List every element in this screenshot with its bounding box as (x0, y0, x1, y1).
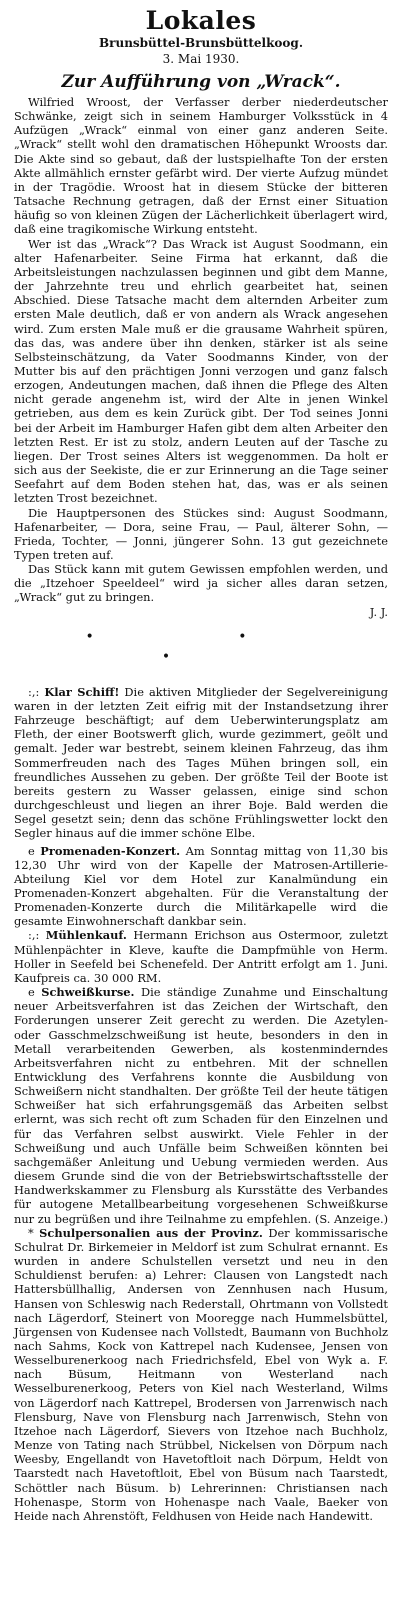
notice-keyword: Klar Schiff! (44, 684, 120, 699)
notice-keyword: Promenaden-Konzert. (40, 843, 181, 858)
notice-text: Am Sonntag mittag von 11,30 bis 12,30 Uhr wird von der Kapelle der Matrosen-Artillerie-Abteilung Kiel vor dem Hotel zur Kanalmündung ein Promenaden-Konzert abgehalten. Für die Veranstaltung der Promenaden-Konzerte durch die Militärkapelle wird die gesamte Einwohnerschaft dankbar sein. (14, 843, 388, 929)
notice-keyword: Schweißkurse. (41, 985, 135, 1000)
notice-text: Die ständige Zunahme und Einschaltung neuer Arbeitsverfahren ist das Zeichen der Wirtschaft, den Forderungen unserer Zeit gerecht zu werden. Die Azetylen- oder Gasschmelzschweißung ist heute, besonders in den in Metall verarbeitenden Gewerben, als kostenminderndes Arbeitsverfahren nicht zu entbehren. Mit der schnellen Entwicklung des Verfahrens konnte die Ausbildung von Schweißern nicht standhalten. Der größte Teil der heute tätigen Schweißer hat sich erfahrungsgemäß das Arbeiten selbst erlernt, was sich recht oft zum Schaden für den Einzelnen und für das Verfahren selbst auswirkt. Viele Fehler in der Schweißung und auch Unfälle beim Schweißen könnten bei sachgemäßer Anleitung und Uebung vermieden werden. Aus diesem Grunde sind die von der Betriebswirtschaftsstelle der Handwerkskammer zu Flensburg als Kursstätte des Verbandes für autogene Metallbearbeitung vorgesehenen Schweißkurse nur zu begrüßen und ihre Teilnahme zu empfehlen. (S. Anzeige.) (14, 985, 389, 1226)
local-subtitle: Brunsbüttel-Brunsbüttelkoog. (99, 36, 303, 50)
notice-promenaden-konzert (14, 844, 388, 929)
notice-marker: e (28, 843, 35, 858)
article-closing-text: Das Stück kann mit gutem Gewissen empfohlen werden, und die „Itzehoer Speeldeel“ wird ja sicher alles daran setzen, „Wrack“ gut zu bringen. (14, 562, 388, 605)
article-paragraph: Wilfried Wroost, der Verfasser derber niederdeutscher Schwänke, zeigt sich in seinem Hamburger Volksstück in 4 Aufzügen „Wrack“ einmal von einer ganz anderen Seite. „Wrack“ stellt wohl den dramatischen Höhepunkt Wroosts dar. Die Akte sind so gebaut, daß der lustspielhafte Ton der ersten Akte allmählich ernster gefärbt wird. Der vierte Aufzug mündet in der Tragödie. Wroost hat in diesem Stücke der bitteren Tatsache Rechnung getragen, daß der Ernst einer Situation häufig so von kleinen Zügen der Lächerlichkeit überlagert wird, daß eine tragikomische Wirkung entsteht. (14, 95, 388, 237)
notice-text: Die aktiven Mitglieder der Segelvereinigung waren in der letzten Zeit eifrig mit der Instandsetzung ihrer Fahrzeuge beschäftigt; auf dem Ueberwinterungsplatz am Fleth, der einer Bootswerft glich, wurde gezimmert, geölt und gemalt. Jeder war bestrebt, seinem kleinen Fahrzeug, das ihm Sommerfreuden nach des Tages Mühen bringen soll, ein freundliches Aussehen zu geben. Der größte Teil der Boote ist bereits gestern zu Wasser gelassen, einige sind schon durchgeschleust und liegen an ihrer Boje. Bald werden die Segel gesetzt sein; denn das schöne Frühlingswetter lockt den Segler hinaus auf die immer schöne Elbe. (14, 684, 389, 841)
article-signature: J. J. (369, 604, 388, 619)
article-paragraph: Wer ist das „Wrack“? Das Wrack ist August Soodmann, ein alter Hafenarbeiter. Seine Firma hat erkannt, daß die Arbeitsleistungen nachzulassen beginnen und gibt dem Manne, der Jahrzehnte treu und ehrlich gearbeitet hat, seinen Abschied. Diese Tatsache macht dem alternden Arbeiter zum ersten Male deutlich, daß er von andern als Wrack angesehen wird. Zum ersten Male muß er die grausame Wahrheit spüren, das das, was andere über ihn denken, stärker ist als seine Selbsteinschätzung, da Vater Soodmanns Kinder, von der Mutter bis auf den prächtigen Jonni verzogen und ganz falsch erzogen, Andeutungen machen, daß ihnen die Pflege des Alten nicht gerade angenehm ist, wird der Alte in jenen Winkel getrieben, aus dem es kein Zurück gibt. Der Tod seines Jonni bei der Arbeit im Hamburger Hafen gibt dem alten Arbeiter den letzten Rest. Er ist zu stolz, andern Leuten auf der Tasche zu liegen. Der Trost seines Alters ist weggenommen. Da holt er sich aus der Seekiste, die er zur Erinnerung an die Tage seiner Seefahrt auf dem Boden stehen hat, das, was er als seinen letzten Trost bezeichnet. (14, 236, 388, 506)
article-paragraph: Die Hauptpersonen des Stückes sind: August Soodmann, Hafenarbeiter, — Dora, seine Frau, — Paul, älterer Sohn, — Frieda, Tochter, — Jonni, jüngerer Sohn. 13 gut gezeichnete Typen treten auf. (14, 505, 388, 562)
notice-keyword: Schulpersonalien aus der Provinz. (39, 1225, 263, 1240)
masthead (14, 6, 388, 67)
notice-marker: :,: (28, 684, 40, 699)
notice-marker: e (28, 985, 35, 1000)
article-headline: Zur Aufführung von „Wrack“. (61, 72, 341, 92)
notice-marker: :,: (28, 928, 40, 943)
notice-text: Hermann Erichson aus Ostermoor, zuletzt Mühlenpächter in Kleve, kaufte die Dampfmühle von Herm. Holler in Seefeld bei Schenefeld. Der Antritt erfolgt am 1. Juni. Kaufpreis ca. 30 000 RM. (14, 928, 388, 985)
dateline: 3. Mai 1930. (162, 52, 240, 66)
notice-keyword: Mühlenkauf. (45, 928, 127, 943)
notice-muehlenkauf (14, 928, 388, 985)
notice-klar-schiff (14, 685, 388, 841)
notices-list (14, 685, 388, 1523)
section-title: Lokales (145, 6, 257, 35)
section-separator: • • • (85, 628, 317, 665)
notice-schulpersonalien (14, 1226, 388, 1523)
notice-marker: * (28, 1225, 34, 1240)
article-paragraph (14, 562, 388, 619)
notice-schweisskurse (14, 985, 388, 1226)
notice-text: Der kommissarische Schulrat Dr. Birkemeier in Meldorf ist zum Schulrat ernannt. Es wurden in andere Schulstellen versetzt und neu in den Schuldienst berufen: a) Lehrer: Clausen von Langstedt nach Hattersbüllhallig, Andersen von Zennhusen nach Husum, Hansen von Schleswig nach Rederstall, Ohrtmann von Vollstedt nach Lägerdorf, Steinert von Mooregge nach Hummelsbüttel, Jürgensen von Kudensee nach Vollstedt, Baumann von Buchholz nach Sahms, Kock von Kattrepel nach Kudensee, Jensen von Wesselburenerkoog nach Friedrichsfeld, Ebel von Wyk a. F. nach Büsum, Heitmann von Westerland nach Wesselburenerkoog, Peters von Kiel nach Westerland, Wilms von Lägerdorf nach Kattrepel, Brodersen von Jarrenwisch nach Flensburg, Nave von Flensburg nach Jarrenwisch, Stehn von Itzehoe nach Lägerdorf, Sievers von Itzehoe nach Buchholz, Menze von Tating nach Strübbel, Nickelsen von Dörpum nach Weesby, Engellandt von Havetoftloit nach Dörpum, Heldt von Taarstedt nach Havetoftloit, Ebel von Büsum nach Taarstedt, Schöttler nach Büsum. b) Lehrerinnen: Christiansen nach Hohenaspe, Storm von Hohenaspe nach Vaale, Baeker von Heide nach Ahrenstöft, Feldhusen von Heide nach Handewitt. (14, 1225, 388, 1523)
article-body (14, 95, 388, 619)
